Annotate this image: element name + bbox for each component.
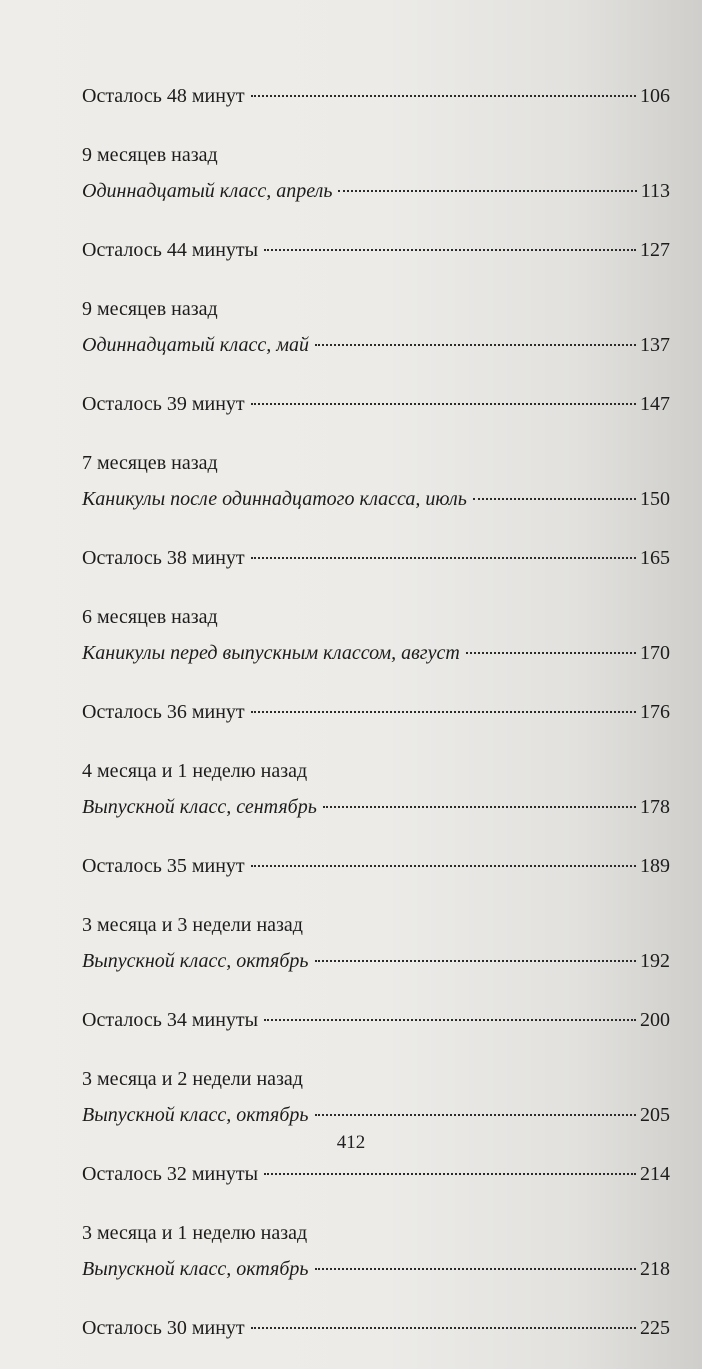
toc-entry [82,445,670,517]
toc-entry [82,78,670,114]
toc-entry [82,540,670,576]
toc-entry-page-number: 170 [640,642,670,664]
toc-entry-page-number: 137 [640,334,670,356]
toc-entry [82,1156,670,1192]
toc-entry-line [82,327,670,363]
toc-entry [82,599,670,671]
dot-leader [264,1173,636,1175]
toc-entry-line [82,78,670,114]
dot-leader [251,95,636,97]
toc-entry-line [82,232,670,268]
dot-leader [466,652,636,654]
toc-entry-title: Осталось 38 минут [82,547,245,569]
toc-entry-heading: 3 месяца и 1 неделю назад [82,1222,308,1244]
toc-entry-page-number: 178 [640,796,670,818]
toc-entry-title: Осталось 36 минут [82,701,245,723]
toc-entry [82,1215,670,1287]
toc-entry-title: Выпускной класс, сентябрь [82,796,317,818]
dot-leader [251,403,636,405]
dot-leader [251,865,636,867]
toc-entry-page-number: 214 [640,1163,670,1185]
toc-entry-heading: 3 месяца и 2 недели назад [82,1068,303,1090]
toc-entry-page-number: 127 [640,239,670,261]
toc-entry [82,1002,670,1038]
toc-entry-heading: 7 месяцев назад [82,452,218,474]
toc-entry-page-number: 225 [640,1317,670,1339]
toc-entry [82,291,670,363]
toc-entry [82,1061,670,1133]
toc-entry-heading: 4 месяца и 1 неделю назад [82,760,308,782]
toc-entry-line [82,1251,670,1287]
toc-entry-title: Каникулы перед выпускным классом, август [82,642,460,664]
toc-entry-heading: 3 месяца и 3 недели назад [82,914,303,936]
toc-entry [82,1310,670,1346]
table-of-contents [82,78,670,1369]
toc-entry-line [82,943,670,979]
toc-entry-line [82,1310,670,1346]
toc-entry-heading: 9 месяцев назад [82,144,218,166]
toc-entry-line [82,173,670,209]
toc-entry-line [82,540,670,576]
toc-entry-title: Выпускной класс, октябрь [82,1104,309,1126]
toc-entry-page-number: 192 [640,950,670,972]
toc-entry-title: Осталось 48 минут [82,85,245,107]
toc-entry-line [82,1156,670,1192]
toc-entry [82,232,670,268]
toc-entry [82,137,670,209]
toc-entry-line [82,789,670,825]
dot-leader [264,249,636,251]
toc-entry-title: Осталось 32 минуты [82,1163,259,1185]
dot-leader [323,806,636,808]
toc-entry-title: Осталось 34 минуты [82,1009,259,1031]
toc-entry-page-number: 200 [640,1009,670,1031]
toc-entry-title: Осталось 39 минут [82,393,245,415]
toc-entry-title: Осталось 44 минуты [82,239,259,261]
toc-entry-page-number: 218 [640,1258,670,1280]
toc-entry [82,907,670,979]
dot-leader [473,498,636,500]
toc-entry [82,694,670,730]
toc-entry-heading: 9 месяцев назад [82,298,218,320]
page-number: 412 [336,1132,366,1153]
toc-entry-page-number: 147 [640,393,670,415]
dot-leader [315,344,636,346]
toc-entry-line [82,694,670,730]
toc-entry-line [82,386,670,422]
toc-entry-title: Каникулы после одиннадцатого класса, июль [82,488,467,510]
toc-entry-title: Одиннадцатый класс, апрель [82,180,333,202]
dot-leader [251,1327,636,1329]
toc-entry-line [82,481,670,517]
toc-entry-line [82,635,670,671]
toc-entry-line [82,848,670,884]
dot-leader [315,1268,636,1270]
toc-entry-line [82,1002,670,1038]
toc-entry-title: Выпускной класс, октябрь [82,950,309,972]
toc-entry [82,848,670,884]
dot-leader [315,960,636,962]
toc-entry-page-number: 176 [640,701,670,723]
toc-entry-page-number: 113 [640,180,670,202]
dot-leader [264,1019,636,1021]
toc-entry-page-number: 165 [640,547,670,569]
toc-entry-page-number: 150 [640,488,670,510]
toc-entry-page-number: 189 [640,855,670,877]
toc-entry-line [82,1097,670,1133]
dot-leader [315,1114,636,1116]
toc-entry-title: Осталось 35 минут [82,855,245,877]
toc-entry-title: Осталось 30 минут [82,1317,245,1339]
toc-entry-heading: 6 месяцев назад [82,606,218,628]
toc-entry-title: Одиннадцатый класс, май [82,334,309,356]
toc-entry [82,753,670,825]
dot-leader [338,190,636,192]
toc-entry [82,386,670,422]
dot-leader [251,711,636,713]
toc-entry-page-number: 205 [640,1104,670,1126]
dot-leader [251,557,636,559]
toc-entry-page-number: 106 [640,85,670,107]
toc-entry-title: Выпускной класс, октябрь [82,1258,309,1280]
